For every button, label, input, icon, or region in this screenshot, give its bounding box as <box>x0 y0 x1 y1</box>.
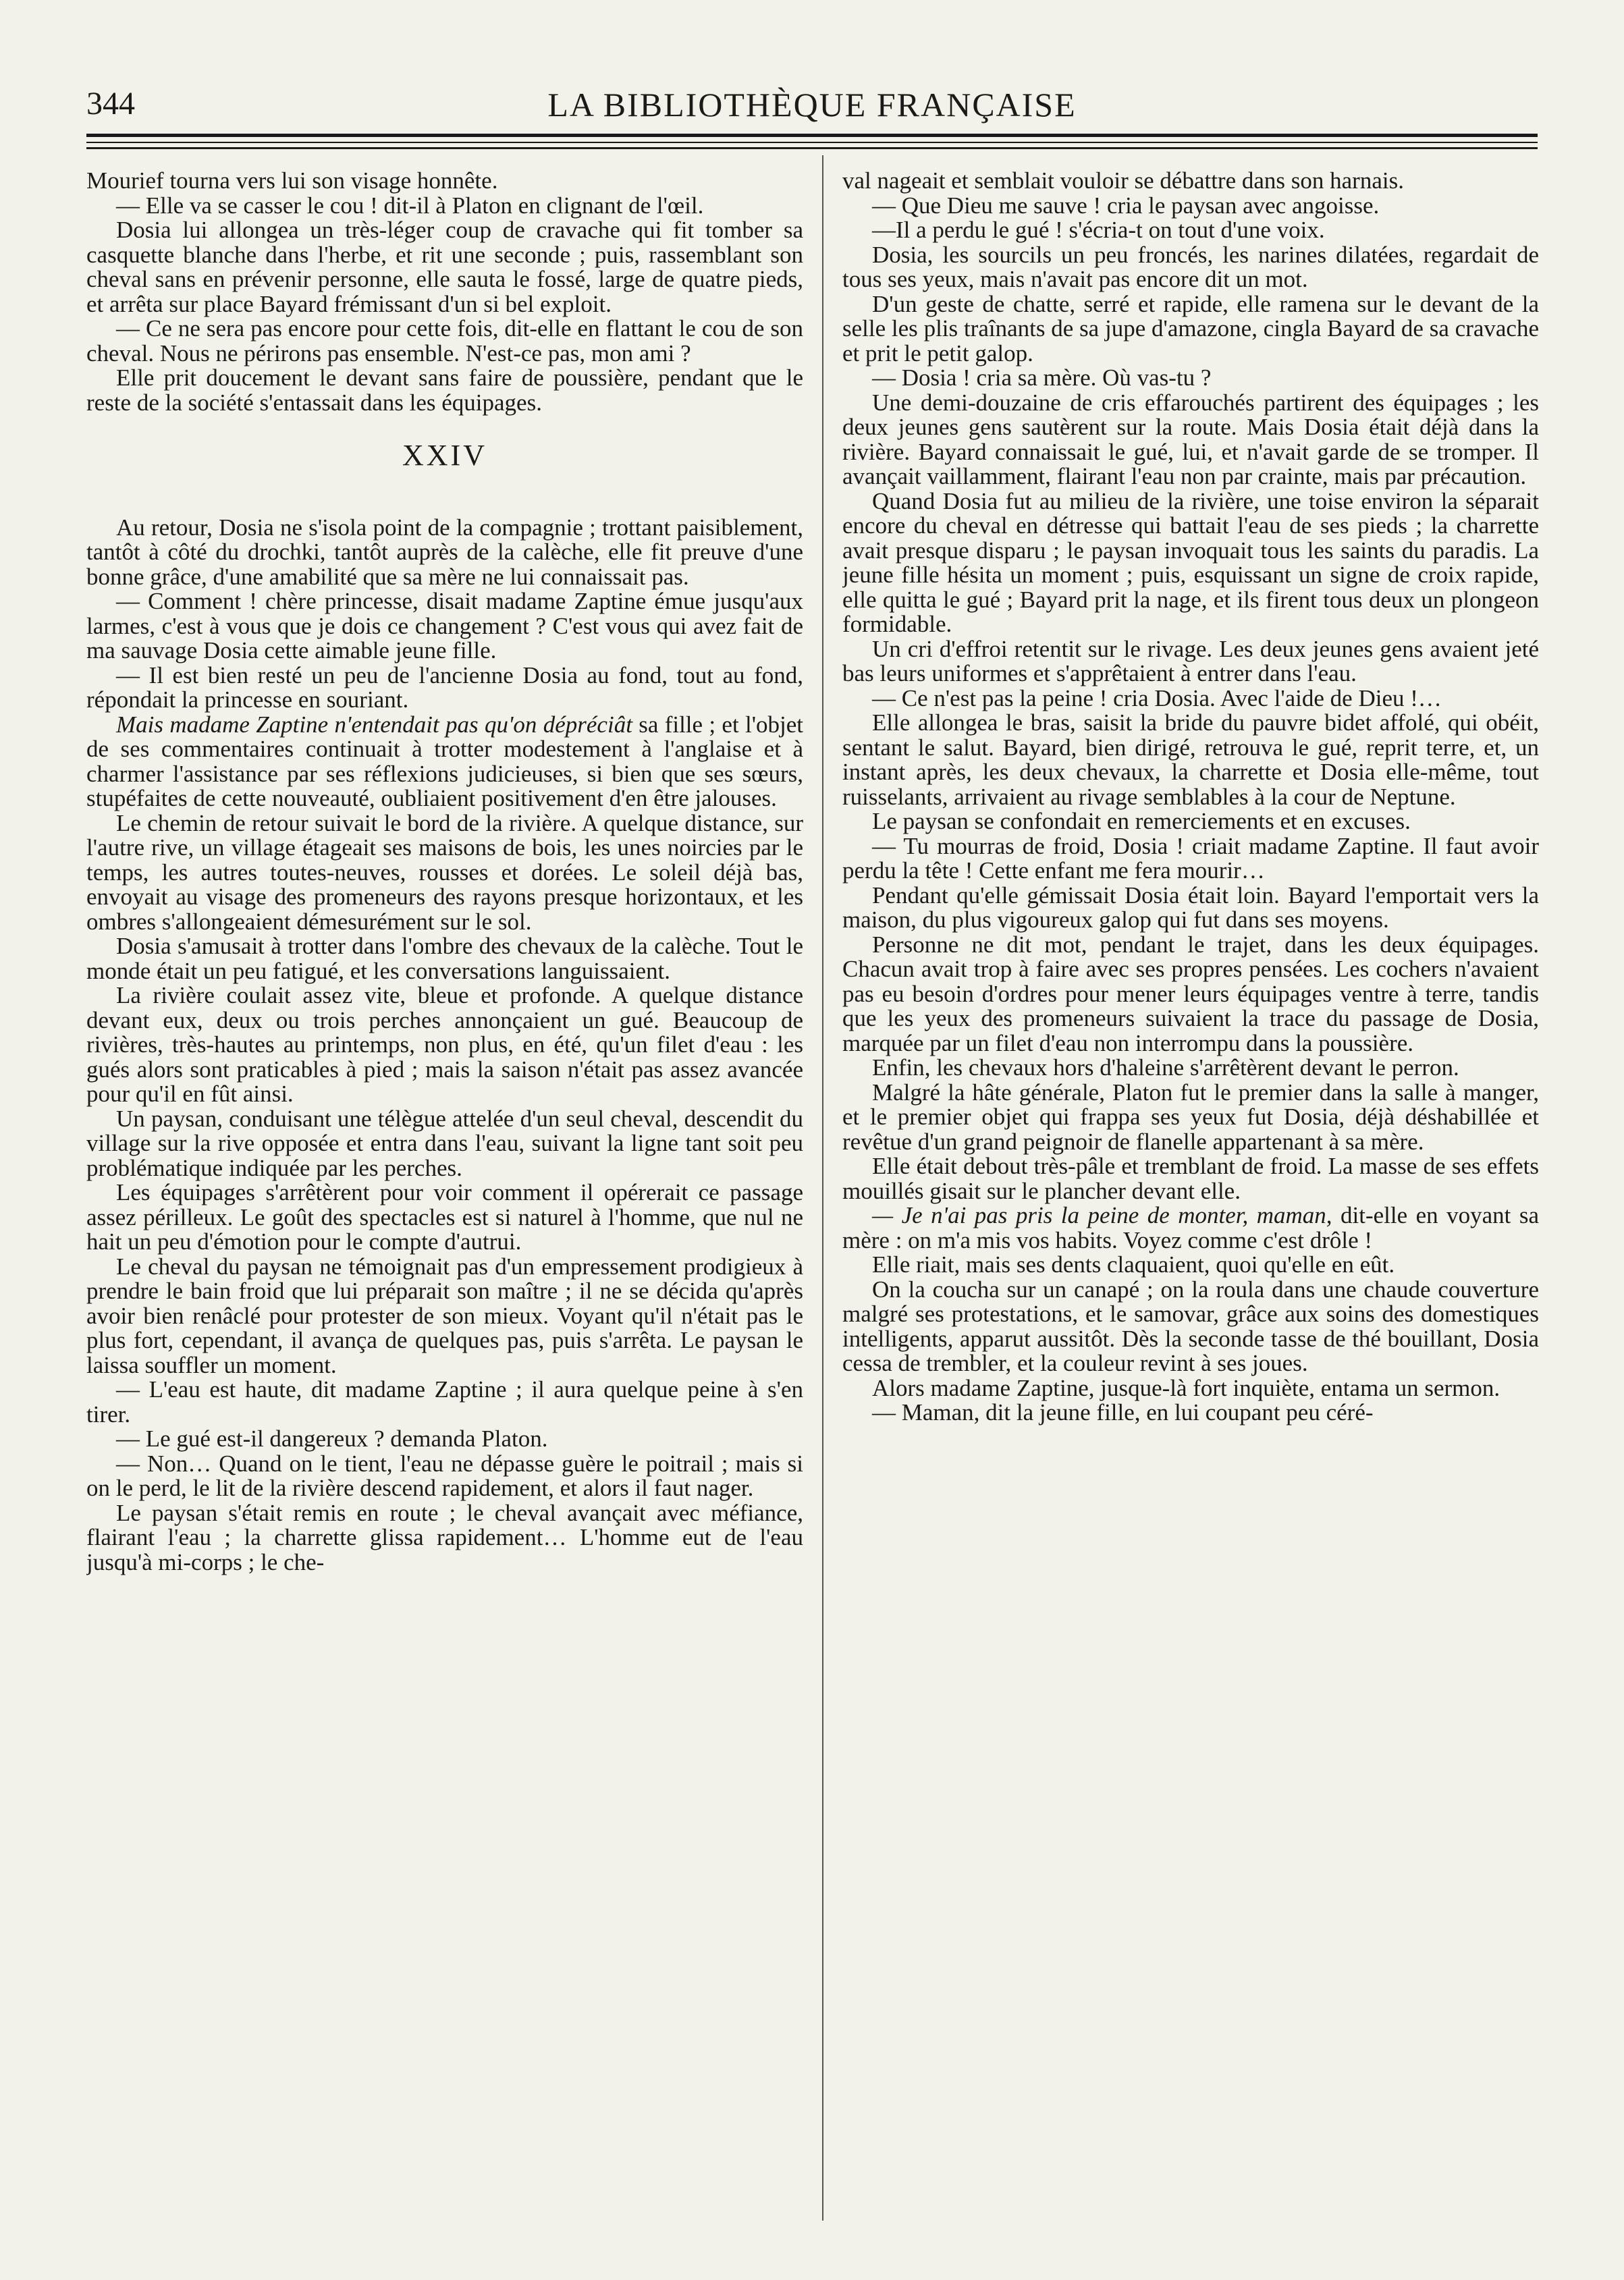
header-rule <box>86 147 1538 149</box>
header-rule <box>86 134 1538 137</box>
paragraph: Le paysan s'était remis en route ; le cheval avançait avec méfiance, flairant l'eau ; la charrette glissa rapidement… L'homme eut de l'eau jusqu'à mi-corps ; le che- <box>86 1499 803 1575</box>
paragraph: La rivière coulait assez vite, bleue et profonde. A quelque distance devant eux, deux ou trois perches annonçaient un gué. Beaucoup de rivières, très-hautes au printemps, non plus, en été, qu'un filet d'eau : les gués alors sont praticables à pied ; mais la saison n'était pas assez avancée pour qu'il en fût ainsi. <box>86 982 803 1107</box>
paragraph: — Dosia ! cria sa mère. Où vas-tu ? <box>872 364 1212 391</box>
paragraph: Pendant qu'elle gémissait Dosia était loin. Bayard l'emportait vers la maison, du plus vigoureux galop qui fut dans ses moyens. <box>842 881 1539 933</box>
page-number: 344 <box>86 86 135 121</box>
paragraph: Elle était debout très-pâle et tremblant de froid. La masse de ses effets mouillés gisait sur le plancher devant elle. <box>842 1153 1539 1204</box>
paragraph: — L'eau est haute, dit madame Zaptine ; il aura quelque peine à s'en tirer. <box>86 1376 803 1428</box>
paragraph: — Comment ! chère princesse, disait madame Zaptine émue jusqu'aux larmes, c'est à vous que je dois ce changement ? C'est vous qui avez fait de ma sauvage Dosia cette aimable jeune fille. <box>86 588 803 663</box>
paragraph: Le cheval du paysan ne témoignait pas d'un empressement prodigieux à prendre le bain froid que lui préparait son maître ; il ne se décida qu'après avoir bien renâclé pour protester de son mieux. Voyant qu'il n'était pas le plus fort, cependant, il avança de quelques pas, puis s'arrêta. Le paysan le laissa souffler un moment. <box>86 1253 803 1378</box>
paragraph: Malgré la hâte générale, Platon fut le premier dans la salle à manger, et le premier objet qui frappa ses yeux fut Dosia, déjà déshabillée et revêtue d'un grand peignoir de flanelle appartenant à sa mère. <box>842 1079 1539 1155</box>
paragraph: — Il est bien resté un peu de l'ancienne Dosia au fond, tout au fond, répondait la princesse en souriant. <box>86 661 803 713</box>
paragraph: Mourief tourna vers lui son visage honnête. <box>86 169 498 194</box>
paragraph: —Il a perdu le gué ! s'écria-t on tout d'une voix. <box>872 217 1325 243</box>
paragraph: — Tu mourras de froid, Dosia ! criait madame Zaptine. Il faut avoir perdu la tête ! Cette enfant me fera mourir… <box>842 832 1539 884</box>
paragraph: Alors madame Zaptine, jusque-là fort inquiète, entama un sermon. <box>872 1374 1500 1401</box>
running-title: LA BIBLIOTHÈQUE FRANÇAISE <box>547 86 1077 124</box>
right-column <box>842 169 1539 2221</box>
header-rule <box>86 142 1538 143</box>
paragraph: Personne ne dit mot, pendant le trajet, dans les deux équipages. Chacun avait trop à faire avec ses propres pensées. Les cochers n'avaient pas eu besoin d'ordres pour mener leurs équipages ventre à terre, tandis que les yeux des promeneurs suivaient la trace du passage de Dosia, marquée par un filet d'eau non interrompu dans la poussière. <box>842 931 1539 1056</box>
paragraph: Une demi-douzaine de cris effarouchés partirent des équipages ; les deux jeunes gens sautèrent sur la route. Mais Dosia était déjà dans la rivière. Bayard connaissait le gué, lui, et n'avait garde de se tromper. Il avançait vaillamment, flairant l'eau non par crainte, mais par précaution. <box>842 389 1539 489</box>
paragraph: — Le gué est-il dangereux ? demanda Platon. <box>116 1426 548 1452</box>
paragraph: Elle riait, mais ses dents claquaient, quoi qu'elle en eût. <box>872 1251 1395 1278</box>
paragraph: val nageait et semblait vouloir se débattre dans son harnais. <box>842 169 1404 194</box>
paragraph <box>86 713 803 811</box>
paragraph: Quand Dosia fut au milieu de la rivière, une toise environ la séparait encore du cheval en détresse qui battait l'eau de ses pieds ; la charrette avait presque disparu ; le paysan invoquait tous les saints du paradis. La jeune fille hésita un moment ; puis, esquissant un signe de croix rapide, elle quitta le gué ; Bayard prit la nage, et ils firent tous deux un plongeon formidable. <box>842 487 1539 637</box>
paragraph: Un paysan, conduisant une télègue attelée d'un seul cheval, descendit du village sur la rive opposée et entra dans l'eau, suivant la ligne tant soit peu problématique indiquée par les perches. <box>86 1105 803 1181</box>
paragraph-continuation: sa fille ; et l'objet de ses commentaires continuait à trotter modestement à l'anglaise et à charmer l'assistance par ses réflexions judicieuses, si bien que ses sœurs, stupéfaites de cette nouveauté, oubliaient positivement d'en être jalouses. <box>86 711 803 811</box>
paragraph: — Ce ne sera pas encore pour cette fois, dit-elle en flattant le cou de son cheval. Nous ne périrons pas ensemble. N'est-ce pas, mon ami ? <box>86 315 803 367</box>
paragraph: Dosia s'amusait à trotter dans l'ombre des chevaux de la calèche. Tout le monde était un peu fatigué, et les conversations languissaient. <box>86 933 803 984</box>
paragraph: — Maman, dit la jeune fille, en lui coupant peu céré- <box>872 1399 1374 1426</box>
paragraph-continuation: dit-elle en voyant sa mère : on m'a mis vos habits. Voyez comme c'est drôle ! <box>842 1202 1539 1253</box>
paragraph: — Que Dieu me sauve ! cria le paysan avec angoisse. <box>872 192 1380 219</box>
paragraph: Un cri d'effroi retentit sur le rivage. Les deux jeunes gens avaient jeté bas leurs uniformes et s'apprêtaient à entrer dans l'eau. <box>842 635 1539 686</box>
paragraph: On la coucha sur un canapé ; on la roula dans une chaude couverture malgré ses protestations, et le samovar, grâce aux soins des domestiques intelligents, apparut aussitôt. Dès la seconde tasse de thé bouillant, Dosia cessa de trembler, et la couleur revint à ses joues. <box>842 1276 1539 1376</box>
paragraph <box>842 1203 1539 1253</box>
paragraph: Dosia lui allongea un très-léger coup de cravache qui fit tomber sa casquette blanche dans l'herbe, et rit une seconde ; puis, rassemblant son cheval sans en prévenir personne, elle sauta le fossé, large de quatre pieds, et arrêta sur place Bayard frémissant d'un si bel exploit. <box>86 217 803 317</box>
paragraph: Elle allongea le bras, saisit la bride du pauvre bidet affolé, qui obéit, sentant le salut. Bayard, bien dirigé, retrouva le gué, reprit terre, et, un instant après, les deux chevaux, la charrette et Dosia elle-même, tout ruisselants, arrivaient au rivage semblables à la cour de Neptune. <box>842 709 1539 810</box>
paragraph: Au retour, Dosia ne s'isola point de la compagnie ; trottant paisiblement, tantôt à côté du drochki, tantôt auprès de la calèche, elle fit preuve d'une bonne grâce, d'une amabilité que sa mère ne lui connaissait pas. <box>86 514 803 590</box>
chapter-heading: XXIV <box>402 439 487 472</box>
paragraph: Les équipages s'arrêtèrent pour voir comment il opérerait ce passage assez périlleux. Le goût des spectacles est si naturel à l'homme, que nul ne hait un peu d'émotion pour le compte d'autrui. <box>86 1179 803 1255</box>
italic-quote: — Je n'ai pas pris la peine de monter, maman, <box>872 1202 1332 1228</box>
paragraph: Dosia, les sourcils un peu froncés, les narines dilatées, regardait de tous ses yeux, mais n'avait pas encore dit un mot. <box>842 241 1539 292</box>
paragraph: Le paysan se confondait en remerciements et en excuses. <box>872 808 1411 834</box>
paragraph: Elle prit doucement le devant sans faire de poussière, pendant que le reste de la société s'entassait dans les équipages. <box>86 364 803 416</box>
paragraph: D'un geste de chatte, serré et rapide, elle ramena sur le devant de la selle les plis traînants de sa jupe d'amazone, cingla Bayard de sa cravache et prit le petit galop. <box>842 290 1539 367</box>
paragraph: — Ce n'est pas la peine ! cria Dosia. Avec l'aide de Dieu !… <box>872 684 1442 711</box>
paragraph: Le chemin de retour suivait le bord de la rivière. A quelque distance, sur l'autre rive, un village étageait ses maisons de bois, les unes noircies par le temps, les autres toutes-neuves, rousses et dorées. Le soleil déjà bas, envoyait au visage des promeneurs des rayons presque horizontaux, et les ombres s'allongeaient démesurément sur le sol. <box>86 809 803 935</box>
column-divider <box>822 155 823 2221</box>
paragraph: — Elle va se casser le cou ! dit-il à Platon en clignant de l'œil. <box>116 192 704 219</box>
paragraph: Enfin, les chevaux hors d'haleine s'arrêtèrent devant le perron. <box>872 1054 1459 1081</box>
italic-phrase: Mais madame Zaptine n'entendait pas qu'on dépréciât <box>116 711 632 738</box>
left-column <box>86 169 803 2221</box>
page-header <box>86 80 1538 127</box>
paragraph: — Non… Quand on le tient, l'eau ne dépasse guère le poitrail ; mais si on le perd, le lit de la rivière descend rapidement, et alors il faut nager. <box>86 1450 803 1501</box>
